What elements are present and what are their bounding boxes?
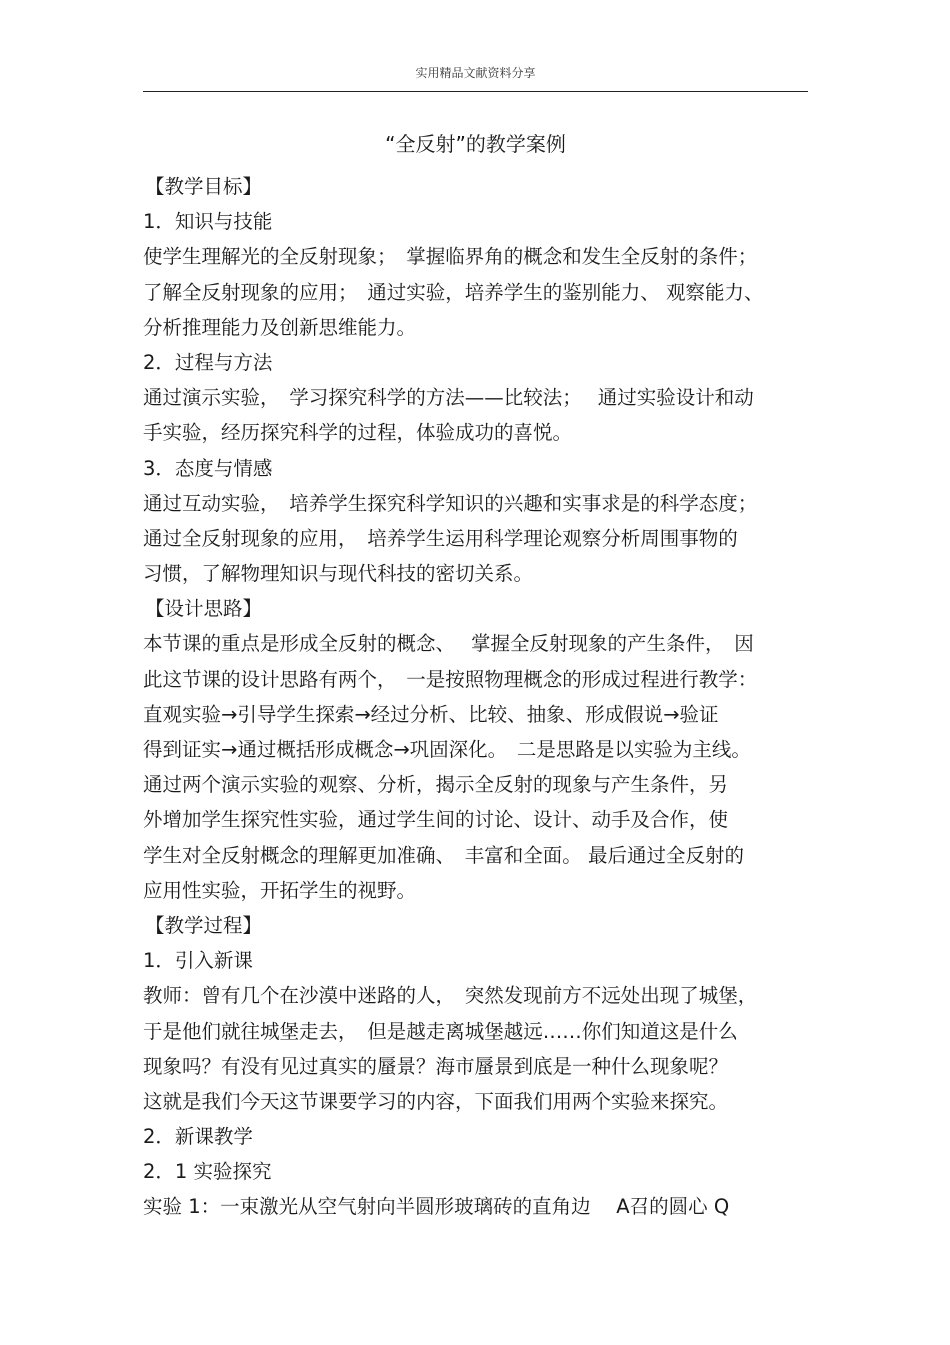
subheading-experiment: 2．1 实验探究 [143, 1160, 272, 1184]
paragraph-line: 习惯，了解物理知识与现代科技的密切关系。 [143, 562, 534, 586]
subheading-attitude: 3．态度与情感 [143, 456, 273, 480]
paragraph-line: 通过演示实验， 学习探究科学的方法——比较法； 通过实验设计和动 [143, 386, 754, 410]
header-divider [143, 91, 808, 92]
paragraph-line: 现象吗？有没有见过真实的蜃景？海市蜃景到底是一种什么现象呢？ [143, 1054, 729, 1078]
section-heading-process: 【教学过程】 [145, 913, 263, 937]
paragraph-line: 得到证实→通过概括形成概念→巩固深化。 二是思路是以实验为主线。 [143, 738, 751, 761]
paragraph-line: 直观实验→引导学生探索→经过分析、比较、抽象、形成假说→验证 [143, 702, 719, 726]
paragraph-line: 通过全反射现象的应用， 培养学生运用科学理论观察分析周围事物的 [143, 526, 738, 550]
paragraph-line: 学生对全反射概念的理解更加准确、 丰富和全面。 最后通过全反射的 [143, 843, 744, 867]
document-body [143, 169, 813, 1225]
paragraph-line: 了解全反射现象的应用； 通过实验，培养学生的鉴别能力、 观察能力、 [143, 280, 764, 304]
section-heading-design: 【设计思路】 [145, 597, 263, 621]
document-title: “全反射”的教学案例 [385, 132, 566, 156]
paragraph-line: 分析推理能力及创新思维能力。 [143, 315, 417, 339]
paragraph-line: 于是他们就往城堡走去， 但是越走离城堡越远……你们知道这是什么 [143, 1019, 738, 1043]
paragraph-line: 此这节课的设计思路有两个， 一是按照物理概念的形成过程进行教学： [143, 667, 758, 691]
paragraph-line: 教师：曾有几个在沙漠中迷路的人， 突然发现前方不远处出现了城堡， [143, 984, 758, 1008]
paragraph-line: 通过两个演示实验的观察、分析，揭示全反射的现象与产生条件，另 [143, 773, 729, 797]
paragraph-line: 这就是我们今天这节课要学习的内容，下面我们用两个实验来探究。 [143, 1089, 729, 1113]
paragraph-line: 外增加学生探究性实验，通过学生间的讨论、设计、动手及合作，使 [143, 808, 729, 832]
section-heading-goals: 【教学目标】 [145, 175, 263, 198]
subheading-new-lesson: 2．新课教学 [143, 1125, 253, 1149]
subheading-knowledge-skills: 1．知识与技能 [143, 210, 273, 234]
subheading-intro: 1．引入新课 [143, 949, 253, 973]
subheading-process-method: 2．过程与方法 [143, 350, 273, 374]
paragraph-line: 实验 1：一束激光从空气射向半圆形玻璃砖的直角边 A召的圆心 Q [143, 1195, 730, 1219]
paragraph-line: 应用性实验，开拓学生的视野。 [143, 878, 417, 902]
paragraph-line: 手实验，经历探究科学的过程，体验成功的喜悦。 [143, 421, 573, 445]
paragraph-line: 通过互动实验， 培养学生探究科学知识的兴趣和实事求是的科学态度； [143, 491, 758, 515]
paragraph-line: 本节课的重点是形成全反射的概念、 掌握全反射现象的产生条件， 因 [143, 632, 754, 656]
page-header: 实用精品文献资料分享 [415, 66, 536, 80]
paragraph-line: 使学生理解光的全反射现象； 掌握临界角的概念和发生全反射的条件； [143, 245, 758, 269]
